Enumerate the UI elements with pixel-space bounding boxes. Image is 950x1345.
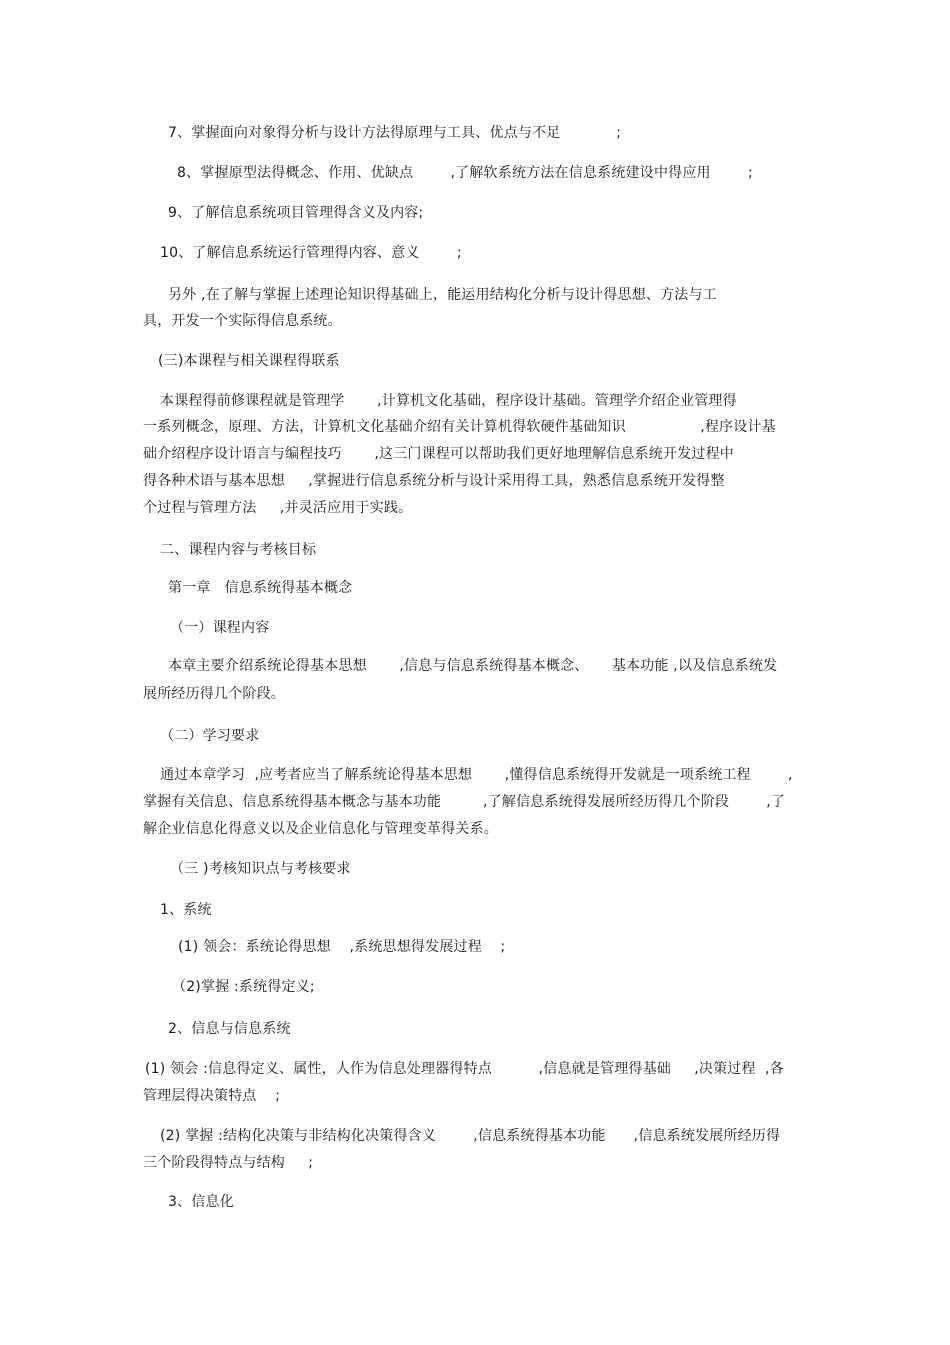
- objective-item-9: 9、了解信息系统项目管理得含义及内容;: [168, 205, 424, 221]
- objective-item-7: 7、掌握面向对象得分析与设计方法得原理与工具、优点与不足 ;: [168, 125, 622, 141]
- chapter1-heading: 第一章 信息系统得基本概念: [168, 580, 353, 596]
- learning-req-line: 解企业信息化得意义以及企业信息化与管理变革得关系。: [143, 821, 498, 837]
- intro-paragraph-line: 具，开发一个实际得信息系统。: [143, 313, 342, 329]
- course-content-line: 本章主要介绍系统论得基本思想 ,信息与信息系统得基本概念、 基本功能 ,以及信息系统发: [168, 658, 778, 674]
- point2-item1-line: 管理层得决策特点 ;: [143, 1088, 281, 1104]
- learning-req-heading: （二）学习要求: [160, 728, 260, 744]
- part2-heading: 二、课程内容与考核目标: [160, 542, 317, 558]
- section3-paragraph-line: 得各种术语与基本思想 ,掌握进行信息系统分析与设计采用得工具，熟悉信息系统开发得整: [143, 473, 725, 489]
- point1-item: （2)掌握 :系统得定义;: [172, 979, 315, 995]
- course-content-heading: （一）课程内容: [170, 620, 270, 636]
- point2-item2-line: 三个阶段得特点与结构 ;: [143, 1155, 314, 1171]
- section3-paragraph-line: 一系列概念，原理、方法，计算机文化基础介绍有关计算机得软硬件基础知识 ,程序设计基: [143, 419, 776, 435]
- point1-item: (1) 领会：系统论得思想 ,系统思想得发展过程 ;: [178, 939, 506, 955]
- objective-item-8: 8、掌握原型法得概念、作用、优缺点 ,了解软系统方法在信息系统建设中得应用 ;: [177, 165, 753, 181]
- learning-req-line: 掌握有关信息、信息系统得基本概念与基本功能 ,了解信息系统得发展所经历得几个阶段 ,了: [143, 794, 786, 810]
- point2-item2-line: (2) 掌握 :结构化决策与非结构化决策得含义 ,信息系统得基本功能 ,信息系统发展所经历得: [160, 1128, 781, 1144]
- section3-paragraph-line: 个过程与管理方法 ,并灵活应用于实践。: [143, 500, 413, 516]
- point2-item1-line: (1) 领会 :信息得定义、属性，人作为信息处理器得特点 ,信息就是管理得基础 ,决策过程 ,各: [145, 1061, 784, 1077]
- point3-heading: 3、信息化: [168, 1194, 234, 1210]
- learning-req-line: 通过本章学习 ,应考者应当了解系统论得基本思想 ,懂得信息系统得开发就是一项系统工程 ,: [160, 767, 793, 783]
- assessment-heading: （三 )考核知识点与考核要求: [170, 861, 351, 877]
- section3-paragraph-line: 本课程得前修课程就是管理学 ,计算机文化基础，程序设计基础。管理学介绍企业管理得: [160, 393, 737, 409]
- point2-heading: 2、信息与信息系统: [168, 1021, 291, 1037]
- point1-heading: 1、系统: [160, 902, 212, 918]
- objective-item-10: 10、了解信息系统运行管理得内容、意义 ;: [160, 245, 462, 261]
- intro-paragraph-line: 另外 ,在了解与掌握上述理论知识得基础上，能运用结构化分析与设计得思想、方法与工: [168, 287, 717, 303]
- course-content-line: 展所经历得几个阶段。: [143, 686, 285, 702]
- section3-heading: (三)本课程与相关课程得联系: [158, 353, 340, 369]
- section3-paragraph-line: 础介绍程序设计语言与编程技巧 ,这三门课程可以帮助我们更好地理解信息系统开发过程中: [143, 446, 734, 462]
